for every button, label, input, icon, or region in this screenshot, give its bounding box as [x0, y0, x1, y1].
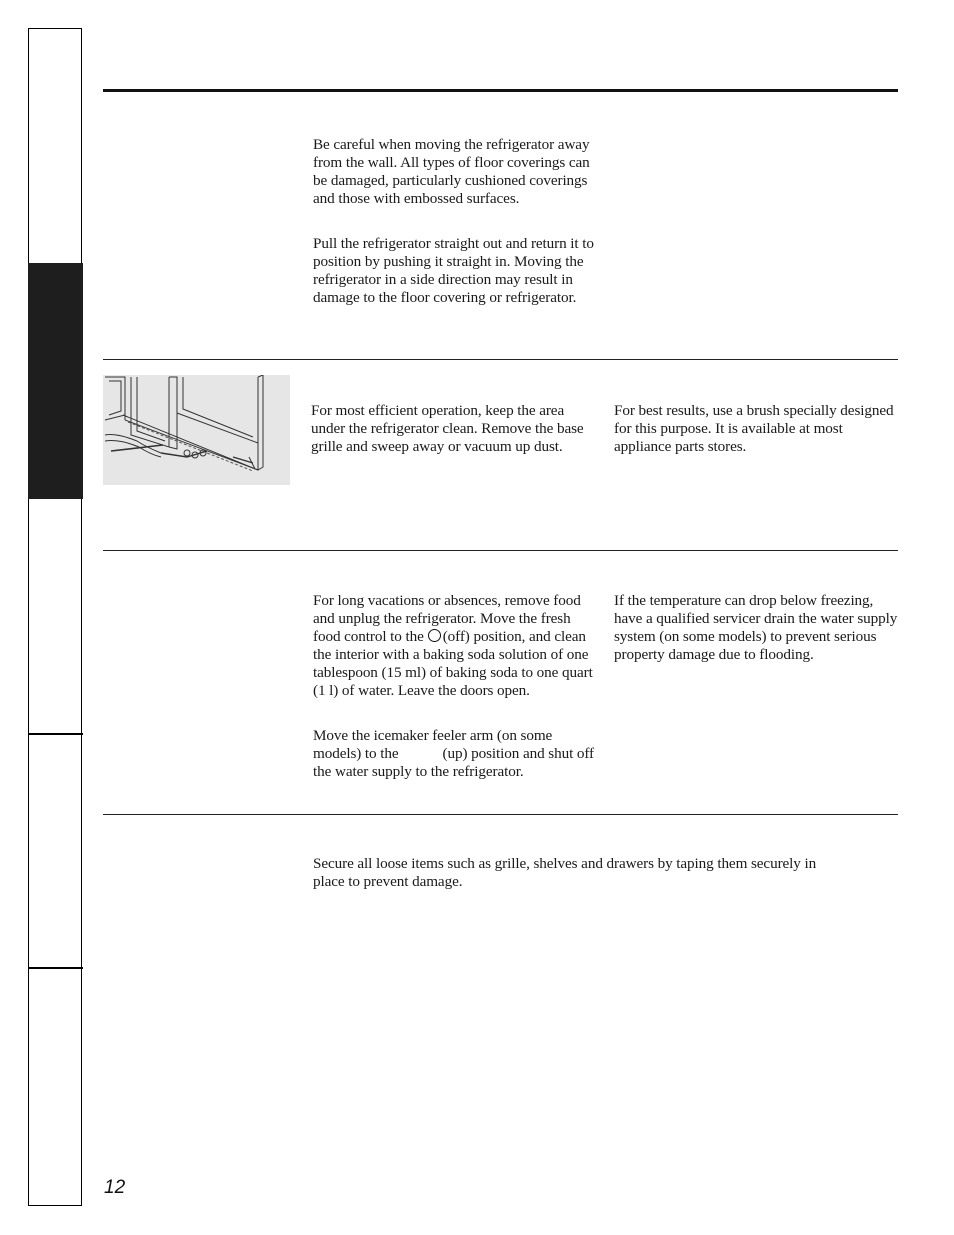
section-tab-strip	[28, 28, 82, 1206]
moving-paragraph-2: Pull the refrigerator straight out and return it to position by pushing it straight in. Moving the refrigerator in a side direction may result in damage to the floor covering or refrigerator.	[313, 235, 594, 306]
vacation-paragraph-1	[313, 592, 598, 700]
tab-divider	[28, 733, 83, 735]
secure-items-text: Secure all loose items such as grille, shelves and drawers by taping them securely in place to prevent damage.	[313, 855, 817, 890]
page-number: 12	[104, 1177, 126, 1198]
brush-tip-text: For best results, use a brush specially designed for this purpose. It is available at most appliance parts stores.	[614, 402, 894, 455]
header-rule	[103, 89, 898, 92]
circle-off-icon	[428, 629, 441, 642]
section-divider	[103, 550, 898, 551]
vacation-paragraph-2	[313, 727, 598, 781]
vacation-paragraph-1-start: For long vacations or absences, remove food and unplug the refrigerator. Move the fresh food control to the	[313, 592, 581, 645]
active-section-tab	[28, 263, 83, 499]
icemaker-text-start: Move the icemaker feeler arm (on some models) to the	[313, 727, 553, 762]
section-divider	[103, 359, 898, 360]
cleaning-under-text: For most efficient operation, keep the area under the refrigerator clean. Remove the base grille and sweep away or vacuum up dust.	[311, 402, 584, 455]
section-divider	[103, 814, 898, 815]
freezing-warning-text: If the temperature can drop below freezing, have a qualified servicer drain the water supply system (on some models) to prevent serious property damage due to flooding.	[614, 592, 898, 663]
icemaker-text-end: (up) position and shut off the water supply to the refrigerator.	[313, 745, 595, 780]
refrigerator-base-cleaning-illustration	[103, 375, 290, 485]
moving-paragraph-1: Be careful when moving the refrigerator away from the wall. All types of floor coverings can be damaged, particularly cushioned coverings and those with embossed surfaces.	[313, 136, 590, 207]
tab-divider	[28, 967, 83, 969]
vacation-paragraph-1-end: (off) position, and clean the interior with a baking soda solution of one tablespoon (15 ml) of baking soda to one quart (1 l) of water. Leave the doors open.	[313, 628, 593, 699]
